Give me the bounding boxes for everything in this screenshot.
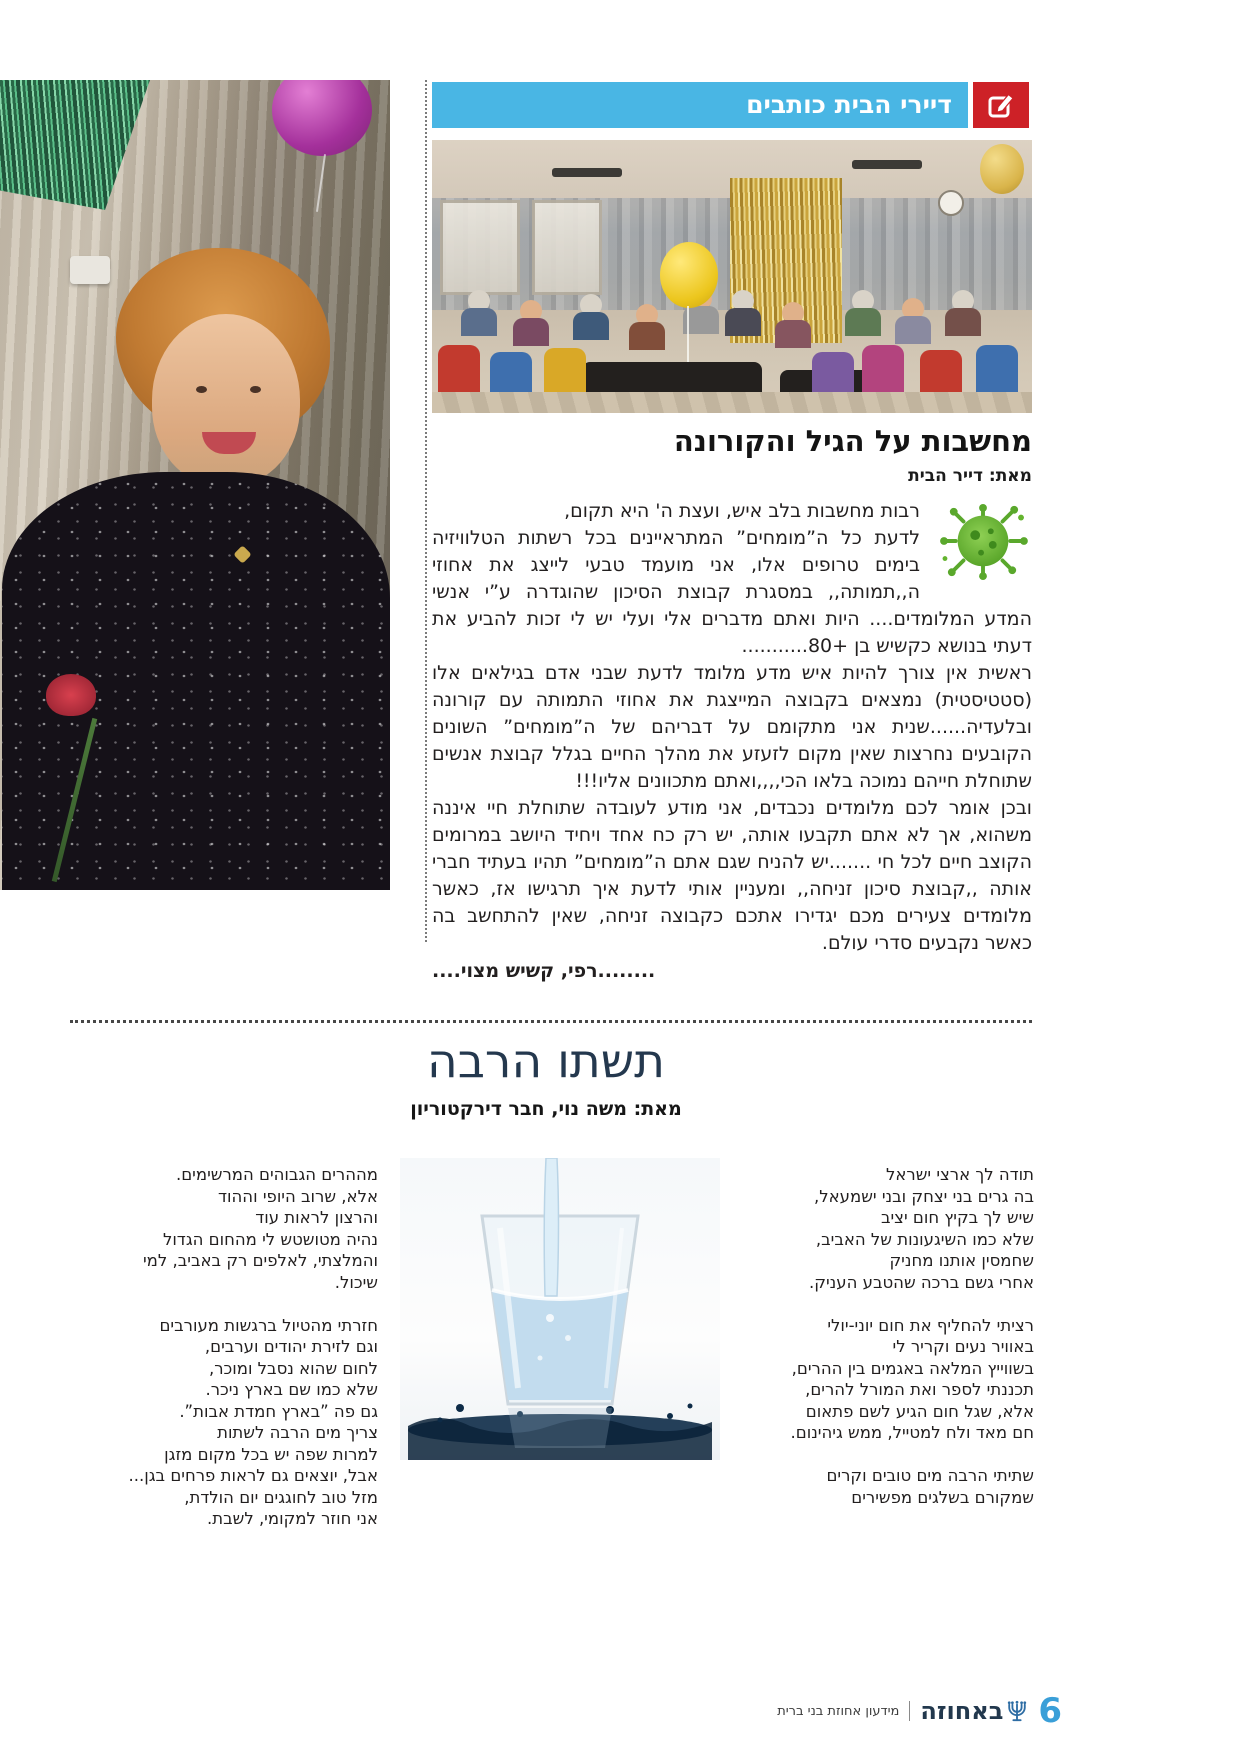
article1-body <box>432 498 1032 985</box>
window <box>440 200 520 295</box>
section-header-bar <box>432 82 968 128</box>
poem-line: אני חוזר למקומי, לשבת. <box>207 1509 378 1528</box>
seated-guest <box>852 290 874 312</box>
poem-line: למרות שפה יש בכל מקום מזגן <box>164 1444 378 1464</box>
body-paragraph: ראשית אין צורך להיות איש מדע מלומד לדעת שבני אדם בגילאים אלו (סטטיסטית) נמצאים בקבוצה המייצגת את אחוזי התמותה עם קורונה ובלעדיה......שנית אני מתקומם על דבריהם של ה”מומחים” השונים הקובעים נחרצות שאין מקום לזעזע את מהלך החיים בגלל קבוצת אנשים שתוחלת חייהם נמוכה בלאו הכי,,,,ואתם מתכוונים אליו!!! <box>432 662 1032 792</box>
body-paragraph: רבות מחשבות בלב איש, ועצת ה' היא תקום, <box>564 500 920 522</box>
poem-line <box>772 1444 1034 1466</box>
seated-guest <box>468 290 490 312</box>
ceiling-light <box>852 160 922 169</box>
seated-guest <box>580 294 602 316</box>
section-header-label: דיירי הבית כותבים <box>746 90 952 119</box>
horizontal-dotted-divider <box>70 1020 1032 1023</box>
body-paragraph: לדעת כל ה”מומחים” המתראיינים בכל רשתות הטלוויזיה בימים טרופים אלו, אני מועמד טבעי לייצג את אחוזי ה,,תמותה,, במסגרת קבוצת הסיכון שהוגדרה ע”י אנשי המדע המלומדים.... היות ואתם מדברים אלי ועלי יש לי זכות להביע את דעתי בנושא כקשיש בן +80........... <box>432 527 1032 657</box>
party-photo <box>432 140 1032 413</box>
wall-clock <box>938 190 964 216</box>
poem-line: שלא כמו השיגעונות של האביב, <box>815 1229 1034 1249</box>
body-paragraph: ובכן אומר לכם מלומדים נכבדים, אני מודע לעובדה שתוחלת חיי איננה משהוא, אך לא אתם תקבעו אותה, יש רק כח אחד ויחיד היושב במרומים הקוצב חיים לכל חי .......יש להניח שגם אתם ה”מומחים” תהיו בעתיד חברי אותה ,,קבוצת סיכון זניחה,, ומעניין אותי לדעת איך תרגישו אז, כאשר מלומדים צעירים מכם יגדירו אתכם כקבוצה זניחה, שאין להתחשב בה כאשר נקבעים סדרי עולם. <box>432 797 1032 954</box>
poem-line: שלא כמו שם בארץ ניכר. <box>205 1380 378 1399</box>
vertical-dotted-divider <box>425 80 427 942</box>
poem-line: שחמסין אותנו מחניק <box>889 1251 1034 1270</box>
article2-title: תשתו הרבה <box>427 1034 665 1089</box>
pencil-badge <box>973 82 1029 128</box>
wall-thermostat <box>70 256 110 284</box>
poem-line: אלא, שגל חום הגיע לשם פתאום <box>805 1401 1034 1421</box>
article2-header <box>60 1034 1032 1120</box>
poem-line: וגם לזירת יהודים וערבים, <box>204 1337 378 1356</box>
poem-line: אלא, שרוב היופי וההוד <box>218 1186 378 1206</box>
seated-guest <box>952 290 974 312</box>
poem-line: תודה לך ארצי ישראל <box>885 1165 1034 1184</box>
woman-face <box>152 314 300 486</box>
purple-balloon <box>272 80 372 156</box>
poem-line <box>772 1293 1034 1315</box>
menorah-icon <box>1006 1699 1028 1723</box>
green-tinsel-decoration <box>0 80 150 210</box>
seated-guest <box>636 304 658 326</box>
poem-line: והרצון לראות עוד <box>255 1208 378 1227</box>
ceiling-light <box>552 168 622 177</box>
page-footer <box>777 1690 1062 1732</box>
virus-icon <box>934 502 1032 580</box>
newsletter-logo <box>920 1697 1028 1725</box>
poem-line: בשווייץ המלאה באגמים בין ההרים, <box>791 1358 1034 1378</box>
gold-balloon <box>980 144 1024 194</box>
poem-line: שמקורם בשלגים מפשירים <box>851 1487 1034 1507</box>
pencil-icon <box>986 90 1016 120</box>
resident-photo <box>0 80 390 890</box>
seated-guest <box>782 302 804 324</box>
water-glass-illustration <box>400 1158 720 1460</box>
poem-line <box>116 1293 378 1315</box>
poem-line: נהיה מטושטש לי מהחום הגדול <box>162 1229 378 1249</box>
article1-byline: מאת: דייר הבית <box>908 466 1032 486</box>
newsletter-label: מידעון אחוזת בני ברית <box>777 1703 900 1719</box>
woman-eye <box>196 386 207 393</box>
poem-column-left <box>116 1164 378 1530</box>
poem-line: אחרי גשם ברכה שהטבע העניק. <box>809 1272 1034 1292</box>
rose-flower <box>18 674 138 886</box>
poem-line: והמלצתי, לאלפים רק באביב, למי שיכול. <box>142 1251 378 1292</box>
article2-byline: מאת: משה נוי, חבר דירקטוריון <box>410 1098 682 1120</box>
poem-line: לחום שהוא נסבל ומוכר, <box>208 1358 378 1378</box>
seated-guest <box>902 298 924 320</box>
logo-text: באחוזה <box>920 1697 1004 1725</box>
poem-line: תכננתי לספר ואת המורל להרים, <box>805 1380 1034 1399</box>
yellow-balloon <box>660 242 718 308</box>
seated-guest <box>732 290 754 312</box>
carpet-floor <box>432 392 1032 413</box>
poem-line: חזרתי מהטיול ברגשות מעורבים <box>159 1315 378 1335</box>
poem-line: בה גרים בני יצחק ובני ישמעאל, <box>814 1186 1034 1206</box>
poem-line: באוויר נעים וקריר לי <box>892 1337 1034 1356</box>
poem-line: חם מאד ולח למטייל, ממש גיהינום. <box>790 1423 1034 1442</box>
footer-separator <box>909 1701 910 1721</box>
poem-line: שיש לך בקיץ חום יציב <box>880 1208 1034 1227</box>
article1-signature: ........רפי, קשיש מצוי.... <box>432 960 656 982</box>
poem-column-right <box>772 1164 1034 1508</box>
window <box>532 200 602 295</box>
poem-line: צריך מים הרבה לשתות <box>217 1423 378 1442</box>
poem-line: שתיתי הרבה מים טובים וקרים <box>826 1466 1034 1485</box>
article1-title: מחשבות על הגיל והקורונה <box>673 424 1032 458</box>
poem-line: רציתי להחליף את חום יוני-יולי <box>827 1315 1034 1335</box>
woman-eye <box>250 386 261 393</box>
seated-guest <box>520 300 542 322</box>
poem-line: גם פה ”בארץ חמדת אבות”. <box>179 1401 378 1421</box>
poem-line: מזל טוב לחוגגים יום הולדת, <box>184 1487 378 1507</box>
water-glass-photo <box>400 1158 720 1460</box>
poem-line: אבל, יוצאים גם לראות פרחים בגן... <box>128 1466 378 1485</box>
page-number: 6 <box>1038 1691 1062 1731</box>
poem-line: מההרים הגבוהים המרשימים. <box>175 1165 378 1184</box>
